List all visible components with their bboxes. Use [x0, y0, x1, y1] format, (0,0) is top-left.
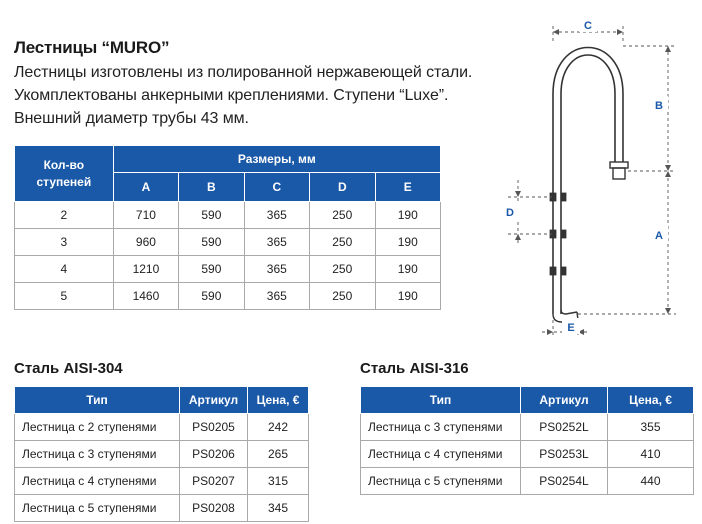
cell-c: 365	[244, 202, 309, 229]
col-header-price: Цена, €	[608, 387, 694, 414]
ladder-pipe-inner	[561, 55, 615, 314]
cell-d: 250	[310, 283, 375, 310]
step-mount	[550, 267, 556, 275]
arrow-icon	[553, 29, 559, 35]
arrow-icon	[665, 308, 671, 314]
step-mount	[561, 193, 566, 201]
cell-b: 590	[179, 229, 244, 256]
label-e: E	[567, 322, 575, 334]
arrow-icon	[547, 329, 553, 335]
cell-a: 1210	[113, 256, 178, 283]
cell-e: 190	[375, 283, 441, 310]
col-header-b: B	[179, 173, 244, 202]
table-row	[361, 414, 694, 441]
cell-a: 960	[113, 229, 178, 256]
qty-header-line-1: Кол-во	[43, 157, 85, 172]
table-row	[15, 468, 309, 495]
label-c: C	[584, 20, 592, 32]
col-header-type: Тип	[361, 387, 521, 414]
cell-article: PS0208	[180, 495, 248, 522]
cell-e: 190	[375, 202, 441, 229]
cell-type: Лестница с 5 ступенями	[15, 495, 180, 522]
anchor-body	[613, 168, 625, 179]
cell-a: 710	[113, 202, 178, 229]
col-header-type: Тип	[15, 387, 180, 414]
step-mount	[561, 230, 566, 238]
cell-type: Лестница с 2 ступенями	[15, 414, 180, 441]
cell-type: Лестница с 4 ступенями	[15, 468, 180, 495]
table-row	[15, 229, 441, 256]
cell-article: PS0205	[180, 414, 248, 441]
col-header-a: A	[113, 173, 178, 202]
table-row	[15, 414, 309, 441]
cell-price: 345	[248, 495, 309, 522]
col-header-price: Цена, €	[248, 387, 309, 414]
cell-qty: 5	[15, 283, 114, 310]
col-header-e: E	[375, 173, 441, 202]
cell-article: PS0254L	[521, 468, 608, 495]
cell-c: 365	[244, 256, 309, 283]
cell-type: Лестница с 4 ступенями	[361, 441, 521, 468]
steel-304-table	[14, 386, 309, 522]
arrow-icon	[665, 165, 671, 171]
cell-article: PS0252L	[521, 414, 608, 441]
table-row	[361, 468, 694, 495]
cell-b: 590	[179, 283, 244, 310]
sizes-header: Размеры, мм	[113, 146, 440, 173]
table-row	[15, 283, 441, 310]
steel-316-heading: Сталь AISI-316	[360, 360, 469, 377]
cell-qty: 3	[15, 229, 114, 256]
col-header-c: C	[244, 173, 309, 202]
cell-d: 250	[310, 202, 375, 229]
description-line-1: Лестницы изготовлены из полированной нержавеющей стали.	[14, 64, 473, 81]
cell-qty: 2	[15, 202, 114, 229]
cell-b: 590	[179, 256, 244, 283]
arrow-icon	[665, 171, 671, 177]
cell-type: Лестница с 5 ступенями	[361, 468, 521, 495]
step-mount	[561, 267, 566, 275]
ladder-diagram	[486, 14, 696, 348]
description-line-2: Укомплектованы анкерными креплениями. Ступени “Luxe”.	[14, 87, 449, 104]
cell-price: 410	[608, 441, 694, 468]
col-header-article: Артикул	[180, 387, 248, 414]
cell-price: 265	[248, 441, 309, 468]
anchor-flange	[610, 162, 628, 168]
cell-price: 355	[608, 414, 694, 441]
cell-c: 365	[244, 229, 309, 256]
cell-qty: 4	[15, 256, 114, 283]
cell-price: 315	[248, 468, 309, 495]
label-a: A	[655, 230, 663, 242]
table-row	[361, 441, 694, 468]
cell-b: 590	[179, 202, 244, 229]
qty-header	[15, 146, 114, 202]
dimensions-table	[14, 145, 441, 310]
table-row	[15, 441, 309, 468]
cell-article: PS0206	[180, 441, 248, 468]
steel-304-heading: Сталь AISI-304	[14, 360, 123, 377]
cell-c: 365	[244, 283, 309, 310]
cell-type: Лестница с 3 ступенями	[361, 414, 521, 441]
arrow-icon	[617, 29, 623, 35]
label-d: D	[506, 207, 514, 219]
arrow-icon	[665, 46, 671, 52]
cell-a: 1460	[113, 283, 178, 310]
table-row	[15, 202, 441, 229]
table-row	[15, 495, 309, 522]
cell-article: PS0253L	[521, 441, 608, 468]
label-b: B	[655, 100, 663, 112]
description-line-3: Внешний диаметр трубы 43 мм.	[14, 110, 249, 127]
steel-316-table	[360, 386, 694, 495]
cell-e: 190	[375, 229, 441, 256]
col-header-article: Артикул	[521, 387, 608, 414]
qty-header-line-2: ступеней	[36, 174, 92, 189]
cell-d: 250	[310, 229, 375, 256]
cell-price: 440	[608, 468, 694, 495]
arrow-icon	[515, 234, 521, 240]
page-title: Лестницы “MURO”	[14, 38, 170, 57]
cell-e: 190	[375, 256, 441, 283]
cell-article: PS0207	[180, 468, 248, 495]
cell-d: 250	[310, 256, 375, 283]
cell-price: 242	[248, 414, 309, 441]
cell-type: Лестница с 3 ступенями	[15, 441, 180, 468]
arrow-icon	[515, 191, 521, 197]
col-header-d: D	[310, 173, 375, 202]
table-row	[15, 256, 441, 283]
